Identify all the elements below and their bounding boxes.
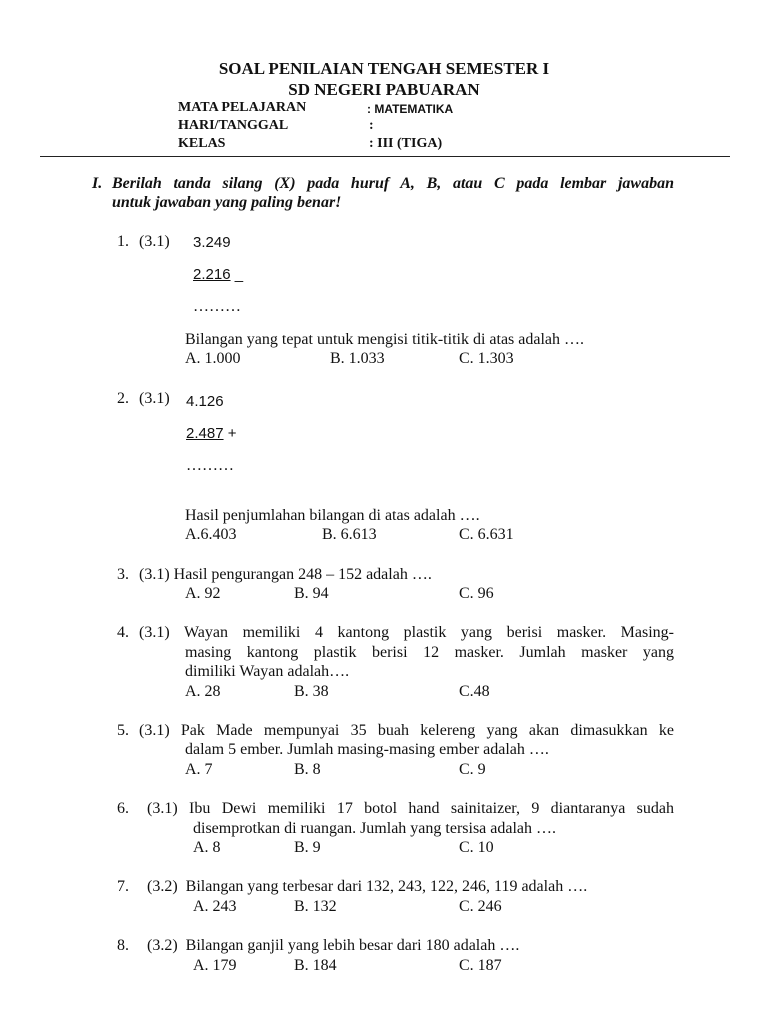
school-name: SD NEGERI PABUARAN <box>288 80 480 99</box>
option-a: A. 7 <box>185 761 213 778</box>
meta-value-class: : III (TIGA) <box>369 136 443 151</box>
question-text-line1: (3.1) Ibu Dewi memiliki 17 botol hand sainitaizer, 9 diantaranya sudah <box>147 800 674 817</box>
question-number: 2. <box>117 390 129 407</box>
option-a: A.6.403 <box>185 526 237 543</box>
page-title: SOAL PENILAIAN TENGAH SEMESTER I <box>218 59 550 78</box>
operator-sign: + <box>227 425 237 442</box>
section-instruction-line1: Berilah tanda silang (X) pada huruf A, B, atau C pada lembar jawaban <box>112 175 674 192</box>
question-number: 6. <box>117 800 129 817</box>
question-text: Bilangan yang tepat untuk mengisi titik-titik di atas adalah …. <box>185 331 585 348</box>
question-number: 3. <box>117 566 129 583</box>
question-number: 8. <box>117 937 129 954</box>
option-a: A. 8 <box>193 839 221 856</box>
section-instruction-line2: untuk jawaban yang paling benar! <box>112 194 342 211</box>
operand-top: 4.126 <box>186 393 224 410</box>
option-a: A. 179 <box>193 957 237 974</box>
option-c: C. 1.303 <box>459 350 514 367</box>
option-c: C. 9 <box>459 761 486 778</box>
option-b: B. 94 <box>294 585 329 602</box>
option-c: C. 10 <box>459 839 494 856</box>
option-a: A. 28 <box>185 683 221 700</box>
question-text-line2: masing kantong plastik berisi 12 masker. Jumlah masker yang <box>185 644 674 661</box>
question-text: (3.2) Bilangan ganjil yang lebih besar dari 180 adalah …. <box>147 937 520 954</box>
meta-label-subject: MATA PELAJARAN <box>178 100 307 115</box>
question-text: Hasil penjumlahan bilangan di atas adalah …. <box>185 507 480 524</box>
option-a: A. 243 <box>193 898 237 915</box>
section-roman: I. <box>92 175 103 192</box>
question-text-line3: dimiliki Wayan adalah…. <box>185 663 350 680</box>
question-text: (3.2) Bilangan yang terbesar dari 132, 243, 122, 246, 119 adalah …. <box>147 878 588 895</box>
operator-sign: _ <box>234 266 244 283</box>
question-text-line1: (3.1) Pak Made mempunyai 35 buah kelereng yang akan dimasukkan ke <box>139 722 674 739</box>
option-b: B. 38 <box>294 683 329 700</box>
operand-bottom: 2.216 <box>193 266 231 283</box>
option-c: C. 6.631 <box>459 526 514 543</box>
question-text-line2: dalam 5 ember. Jumlah masing-masing ember adalah …. <box>185 741 549 758</box>
option-b: B. 6.613 <box>322 526 377 543</box>
answer-dots: ……… <box>193 298 241 315</box>
question-number: 5. <box>117 722 129 739</box>
header-divider <box>40 156 730 157</box>
meta-label-date: HARI/TANGGAL <box>178 118 289 133</box>
question-number: 7. <box>117 878 129 895</box>
option-c: C. 96 <box>459 585 494 602</box>
question-text-line1: (3.1) Wayan memiliki 4 kantong plastik yang berisi masker. Masing- <box>139 624 674 641</box>
question-code: (3.1) <box>139 233 170 250</box>
question-number: 1. <box>117 233 129 250</box>
answer-dots: ……… <box>186 457 234 474</box>
option-a: A. 1.000 <box>185 350 241 367</box>
option-b: B. 132 <box>294 898 337 915</box>
operand-bottom: 2.487 <box>186 425 224 442</box>
option-b: B. 8 <box>294 761 321 778</box>
option-c: C.48 <box>459 683 490 700</box>
option-b: B. 9 <box>294 839 321 856</box>
question-code: (3.1) <box>139 390 170 407</box>
meta-value-date: : <box>369 118 374 133</box>
option-c: C. 246 <box>459 898 502 915</box>
option-c: C. 187 <box>459 957 502 974</box>
option-b: B. 184 <box>294 957 337 974</box>
question-text: (3.1) Hasil pengurangan 248 – 152 adalah …. <box>139 566 432 583</box>
operand-top: 3.249 <box>193 234 231 251</box>
meta-label-class: KELAS <box>178 136 226 151</box>
option-a: A. 92 <box>185 585 221 602</box>
option-b: B. 1.033 <box>330 350 385 367</box>
meta-value-subject: : MATEMATIKA <box>367 102 454 116</box>
question-number: 4. <box>117 624 129 641</box>
question-text-line2: disemprotkan di ruangan. Jumlah yang tersisa adalah …. <box>193 820 557 837</box>
